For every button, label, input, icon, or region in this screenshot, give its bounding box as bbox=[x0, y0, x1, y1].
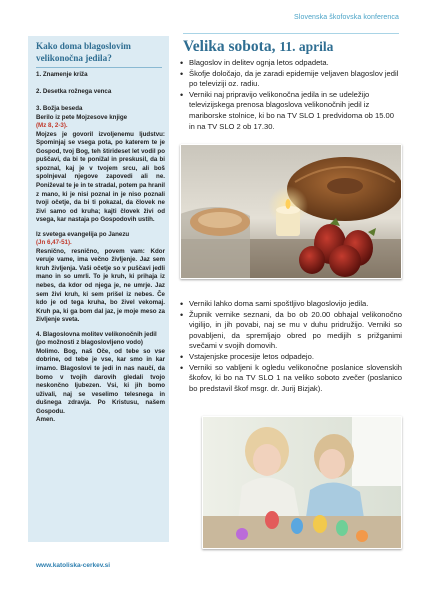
bullet-list-bottom bbox=[180, 299, 402, 394]
sidebar-divider bbox=[36, 67, 162, 68]
list-item: • Župnik vernike seznani, da bo ob 20.00 obhajal velikonočno vigilijo, in jih povabi, naj se mu v duhu pridružijo. Verniki so povabljeni, da spremljajo obred po medijih s prižganimi svečami v svojih domovih. bbox=[180, 310, 402, 352]
sidebar-body bbox=[36, 71, 165, 425]
reading1-heading: Berilo iz pete Mojzesove knjige bbox=[36, 113, 128, 121]
list-item: • Škofje določajo, da je zaradi epidemije veljaven blagoslov jedil po televiziji oz. radiu. bbox=[180, 69, 402, 90]
prayer-text: Molimo. Bog, naš Oče, od tebe so vse dobrine, od tebe je vse, kar smo in kar imamo. Blagoslovi te jedi in nas naučí, da bomo v tvojih darovih gledali tvojo neskončno ljubezen. Vsi, ki jih bomo uživali, naj se veselimo telesnega in dušnega zdravja. Po Kristusu, našem Gospodu. bbox=[36, 347, 165, 415]
sidebar-item-2: 2. Desetka rožnega venca bbox=[36, 88, 112, 96]
reading2-text: Resnično, resnično, povem vam: Kdor veruje vame, ima večno življenje. Jaz sem kruh življenja. Vaši očetje so v puščavi jedli mano in so umrli. To je kruh, ki prihaja iz nebes, da kdor od njega je, ne umrje. Jaz sem živi kruh, ki sem prišel iz nebes. Če kdo je od tega kruha, bo živel vekomaj. Kruh pa, ki ga bom dal jaz, je moje meso za življenje sveta. bbox=[36, 247, 165, 324]
page-title bbox=[183, 38, 403, 56]
reading1-text: Mojzes je govoril izvoljenemu ljudstvu: Spominjaj se vsega pota, po katerem te je Gospod, tvoj Bog, teh štirideset let vodil po puščavi, da bi te ponižal in preskusil, da bi spoznal, kaj je v tvojem srcu, ali boš spolnjeval njegove zapovedi ali ne. Poniževal te je in te stradal, potem pa hranil z mano, ki je nisi poznal in je niso poznali tvoji očetje, da bi ti pokazal, da človek ne živi samo od kruha; kajti človek živi od vsega, kar nastaja po Gospodovih ustih. bbox=[36, 130, 165, 224]
list-item: • Verniki so vabljeni k ogledu velikonočne poslanice slovenskih škofov, ki bo na TV SLO 1 na veliko soboto zvečer (poslanico bo predstavil škof msgr. dr. Jurij Bizjak). bbox=[180, 363, 402, 395]
children-painting-eggs-photo bbox=[202, 416, 402, 549]
reading1-reference: (Mz 8, 2-3). bbox=[36, 122, 68, 130]
list-item: • Verniki lahko doma sami spoštljivo blagoslovijo jedila. bbox=[180, 299, 402, 310]
reading2-reference: (Jn 6,47-51). bbox=[36, 239, 72, 247]
header-divider bbox=[183, 33, 399, 34]
list-item: • Blagoslov in delitev ognja letos odpadeta. bbox=[180, 58, 402, 69]
prayer-amen: Amen. bbox=[36, 416, 55, 424]
reading2-heading: Iz svetega evangelija po Janezu bbox=[36, 230, 130, 238]
list-item: • Verniki naj pripravijo velikonočna jedila in se udeležijo televizijskega prenosa blagoslova velikonočnih jedil iz mariborske stolnice, ki bo na TV SLO 1 predvidoma ob 15.00 in na TV SLO 2 ob 17.30. bbox=[180, 90, 402, 132]
list-item: • Vstajenjske procesije letos odpadejo. bbox=[180, 352, 402, 363]
sidebar-item-1: 1. Znamenje križa bbox=[36, 71, 88, 78]
footer-link[interactable]: www.katoliska-cerkev.si bbox=[36, 562, 111, 569]
easter-food-photo bbox=[180, 144, 402, 279]
sidebar-item-3: 3. Božja beseda bbox=[36, 105, 83, 113]
title-date: 11. aprila bbox=[279, 39, 334, 54]
sidebar-item-4: 4. Blagoslovna molitev velikonočnih jedil (po možnosti z blagoslovljeno vodo) bbox=[36, 330, 157, 347]
title-word: Velika sobota, bbox=[183, 38, 276, 55]
sidebar-title: Kako doma blagoslovim velikonočna jedila? bbox=[36, 41, 131, 63]
bullet-list-top bbox=[180, 58, 402, 132]
conference-header: Slovenska škofovska konferenca bbox=[294, 14, 399, 21]
